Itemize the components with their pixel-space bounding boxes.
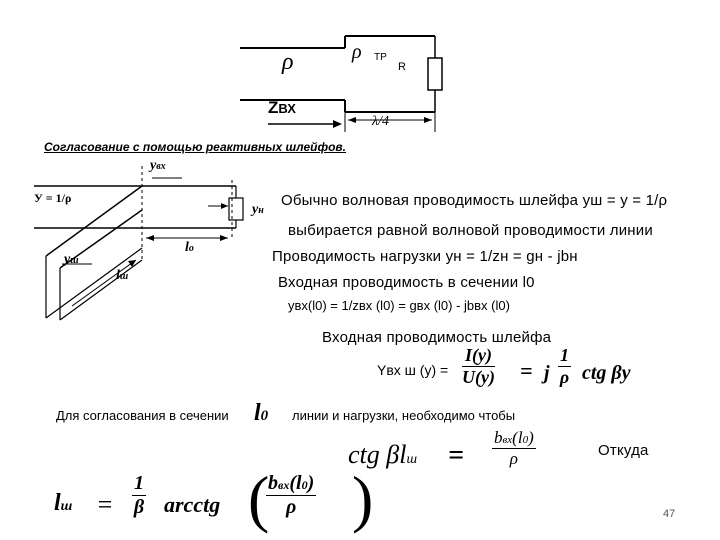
- arcctg-label: arcctg: [164, 492, 221, 517]
- condition-left-text: Для согласования в сечении: [56, 408, 229, 423]
- stub-diagram: [32, 160, 272, 328]
- voltage-denominator: U(y): [462, 367, 495, 387]
- page-number: 47: [663, 508, 676, 520]
- b-in-numerator: bвх(l0): [494, 428, 534, 447]
- section-title: Согласование с помощью реактивных шлейфов.: [44, 140, 346, 154]
- text-line-6: Входная проводимость шлейфа: [322, 329, 552, 346]
- y-n-label: yн: [252, 202, 264, 217]
- rho-tr-label: ρ: [352, 41, 362, 63]
- one-over-beta-fraction: [132, 472, 146, 519]
- b-in-numerator-2: bвх(l0): [268, 472, 315, 494]
- y-sh-label: yш: [64, 252, 79, 267]
- one-over-rho-fraction: [558, 345, 571, 388]
- ctg-beta-y: ctg βy: [582, 362, 631, 384]
- beta-denominator: β: [133, 496, 145, 518]
- lsh-symbol: lш: [54, 490, 73, 516]
- paren-open: (: [248, 463, 270, 534]
- l-o-label: lo: [185, 240, 194, 255]
- z-in-label: ZВХ: [268, 98, 296, 117]
- y-in-label: yвх: [150, 158, 166, 173]
- one-numerator: 1: [560, 345, 569, 365]
- rho-denominator: ρ: [559, 367, 570, 387]
- otkuda-label: Откуда: [598, 442, 649, 459]
- r-label: R: [398, 61, 406, 73]
- text-line-3: Проводимость нагрузки yн = 1/zн = gн - jbн: [272, 248, 578, 265]
- b-over-rho-fraction-2: [266, 472, 316, 519]
- text-line-5: yвх(l0) = 1/zвх (l0) = gвх (l0) - jbвх (l0): [288, 298, 510, 313]
- rho-left-label: ρ: [282, 49, 294, 75]
- lambda-quarter-label: λ/4: [372, 114, 389, 129]
- ctg-beta-lsh: ctg βlш: [348, 440, 418, 469]
- one-numerator-2: 1: [134, 472, 144, 494]
- current-voltage-fraction: [462, 345, 495, 388]
- l0-symbol: l0: [254, 400, 269, 426]
- rho-denominator-2: ρ: [509, 449, 518, 468]
- eq-sign-1: =: [520, 358, 533, 383]
- b-over-rho-fraction: [492, 428, 536, 469]
- eq-sign-3: =: [96, 490, 114, 519]
- rho-tr-subscript: ТР: [374, 52, 387, 63]
- condition-right-text: линии и нагрузки, необходимо чтобы: [292, 408, 516, 423]
- current-numerator: I(y): [462, 345, 495, 367]
- text-line-2: выбирается равной волновой проводимости линии: [288, 222, 653, 239]
- eq-sign-2: =: [448, 440, 464, 471]
- rho-denominator-3: ρ: [285, 496, 297, 518]
- paren-close: ): [352, 463, 374, 534]
- yvx-sh-prefix: Yвх ш (y) =: [377, 362, 449, 378]
- top-circuit-diagram: [230, 28, 470, 138]
- l-sh-label: lш: [116, 268, 129, 283]
- text-line-4: Входная проводимость в сечении l0: [278, 274, 535, 291]
- text-line-1: Обычно волновая проводимость шлейфа yш = y = 1/ρ: [281, 192, 668, 209]
- j-symbol: j: [544, 362, 550, 384]
- y-equals-label: У = 1/ρ: [34, 191, 72, 205]
